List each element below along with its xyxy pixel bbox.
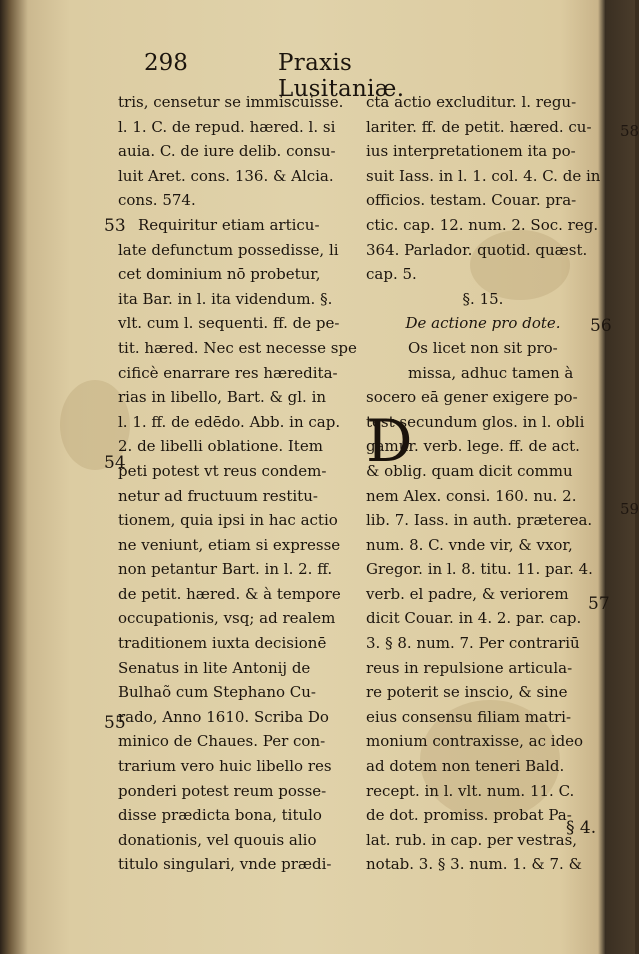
text-line: cons. 574. xyxy=(118,191,196,210)
text-line: tris, censetur se immiscuisse. xyxy=(118,93,344,111)
text-line: Senatus in lite Antonij de xyxy=(118,658,311,677)
page-number: 298 xyxy=(144,50,188,76)
text-line: auia. C. de iure delib. consu- xyxy=(118,142,336,161)
text-line: luit Aret. cons. 136. & Alcia. xyxy=(118,166,334,185)
text-line: test secundum glos. in l. obli xyxy=(366,412,585,431)
text-line: ius interpretationem ita po- xyxy=(366,142,576,161)
catchword: § 4. xyxy=(566,818,597,838)
text-line: tionem, quia ipsi in hac actio xyxy=(118,511,338,530)
text-line: Requiritur etiam articu- xyxy=(138,215,320,234)
text-line: 3. § 8. num. 7. Per contrariū xyxy=(366,634,580,653)
text-line: late defunctum possedisse, li xyxy=(118,240,339,259)
drop-cap: D xyxy=(366,407,413,475)
marginal-number: 56 xyxy=(590,316,612,336)
text-line: vlt. cum l. sequenti. ff. de pe- xyxy=(118,314,340,333)
text-line: cificè enarrare res hæredita- xyxy=(118,363,338,382)
text-line: nem Alex. consi. 160. nu. 2. xyxy=(366,486,577,505)
facing-marginal-number: 58 xyxy=(620,122,639,140)
marginal-number: 53 xyxy=(104,216,126,236)
text-line: l. 1. ff. de edēdo. Abb. in cap. xyxy=(118,412,341,431)
facing-marginal-number: 59 xyxy=(620,500,639,518)
section-number: §. 15. xyxy=(462,289,504,308)
text-line: num. 8. C. vnde vir, & vxor, xyxy=(366,535,573,554)
text-line: traditionem iuxta decisionē xyxy=(118,634,327,653)
text-line: dicit Couar. in 4. 2. par. cap. xyxy=(366,609,582,628)
text-line: cta actio excluditur. l. regu- xyxy=(366,93,577,111)
text-line: l. 1. C. de repud. hæred. l. si xyxy=(118,117,336,136)
text-line: ponderi potest reum posse- xyxy=(118,781,327,800)
text-line: notab. 3. § 3. num. 1. & 7. & xyxy=(366,855,582,874)
text-line: peti potest vt reus condem- xyxy=(118,461,327,480)
text-line: eius consensu filiam matri- xyxy=(366,707,572,726)
text-line: Os licet non sit pro- xyxy=(408,338,558,357)
text-line: & oblig. quam dicit commu xyxy=(366,461,573,480)
text-line: rado, Anno 1610. Scriba Do xyxy=(118,707,329,726)
text-line: lat. rub. in cap. per vestras, xyxy=(366,830,578,849)
text-line: minico de Chaues. Per con- xyxy=(118,732,326,751)
marginal-number: 54 xyxy=(104,453,126,473)
text-line: titulo singulari, vnde prædi- xyxy=(118,855,332,874)
running-title: Praxis Lusitaniæ. xyxy=(278,50,405,102)
text-line: occupationis, vsq; ad realem xyxy=(118,609,336,628)
text-line: Gregor. in l. 8. titu. 11. par. 4. xyxy=(366,560,593,579)
text-line: donationis, vel quouis alio xyxy=(118,830,317,849)
text-line: de petit. hæred. & à tempore xyxy=(118,584,341,603)
text-line: lib. 7. Iass. in auth. præterea. xyxy=(366,511,593,530)
text-line: disse prædicta bona, titulo xyxy=(118,806,322,825)
left-column xyxy=(118,90,357,877)
text-line: lariter. ff. de petit. hæred. cu- xyxy=(366,117,592,136)
marginal-number: 55 xyxy=(104,713,126,733)
text-line: 364. Parlador. quotid. quæst. xyxy=(366,240,588,259)
text-line: officios. testam. Couar. pra- xyxy=(366,191,577,210)
text-line: netur ad fructuum restitu- xyxy=(118,486,318,505)
section-heading: De actione pro dote. xyxy=(405,314,561,333)
text-line: ita Bar. in l. ita videndum. §. xyxy=(118,289,333,308)
right-column xyxy=(366,90,600,877)
text-line: monium contraxisse, ac ideo xyxy=(366,732,584,751)
text-line: Bulhaõ cum Stephano Cu- xyxy=(118,683,316,702)
text-line: tit. hæred. Nec est necesse spe xyxy=(118,338,357,357)
text-line: cap. 5. xyxy=(366,265,417,284)
text-line: verb. el padre, & veriorem xyxy=(366,584,569,603)
text-line: re poterit se inscio, & sine xyxy=(366,683,568,702)
text-line: rias in libello, Bart. & gl. in xyxy=(118,388,327,407)
text-line: missa, adhuc tamen à xyxy=(408,363,574,382)
text-line: ad dotem non teneri Bald. xyxy=(366,757,565,776)
text-line: ne veniunt, etiam si expresse xyxy=(118,535,341,554)
facing-page-edge xyxy=(606,0,639,954)
running-header xyxy=(140,50,480,102)
text-line: non petantur Bart. in l. 2. ff. xyxy=(118,560,333,579)
text-line: cet dominium nō probetur, xyxy=(118,265,321,284)
text-line: socero eā gener exigere po- xyxy=(366,388,578,407)
text-line: reus in repulsione articula- xyxy=(366,658,573,677)
text-line: trarium vero huic libello res xyxy=(118,757,332,776)
text-line: suit Iass. in l. 1. col. 4. C. de in xyxy=(366,166,601,185)
text-line: 2. de libelli oblatione. Item xyxy=(118,437,323,456)
text-line: ctic. cap. 12. num. 2. Soc. reg. xyxy=(366,215,599,234)
text-line: de dot. promiss. probat Pa- xyxy=(366,806,572,825)
text-line: recept. in l. vlt. num. 11. C. xyxy=(366,781,575,800)
text-line: gamur. verb. lege. ff. de act. xyxy=(366,437,580,456)
marginal-number: 57 xyxy=(588,594,610,614)
